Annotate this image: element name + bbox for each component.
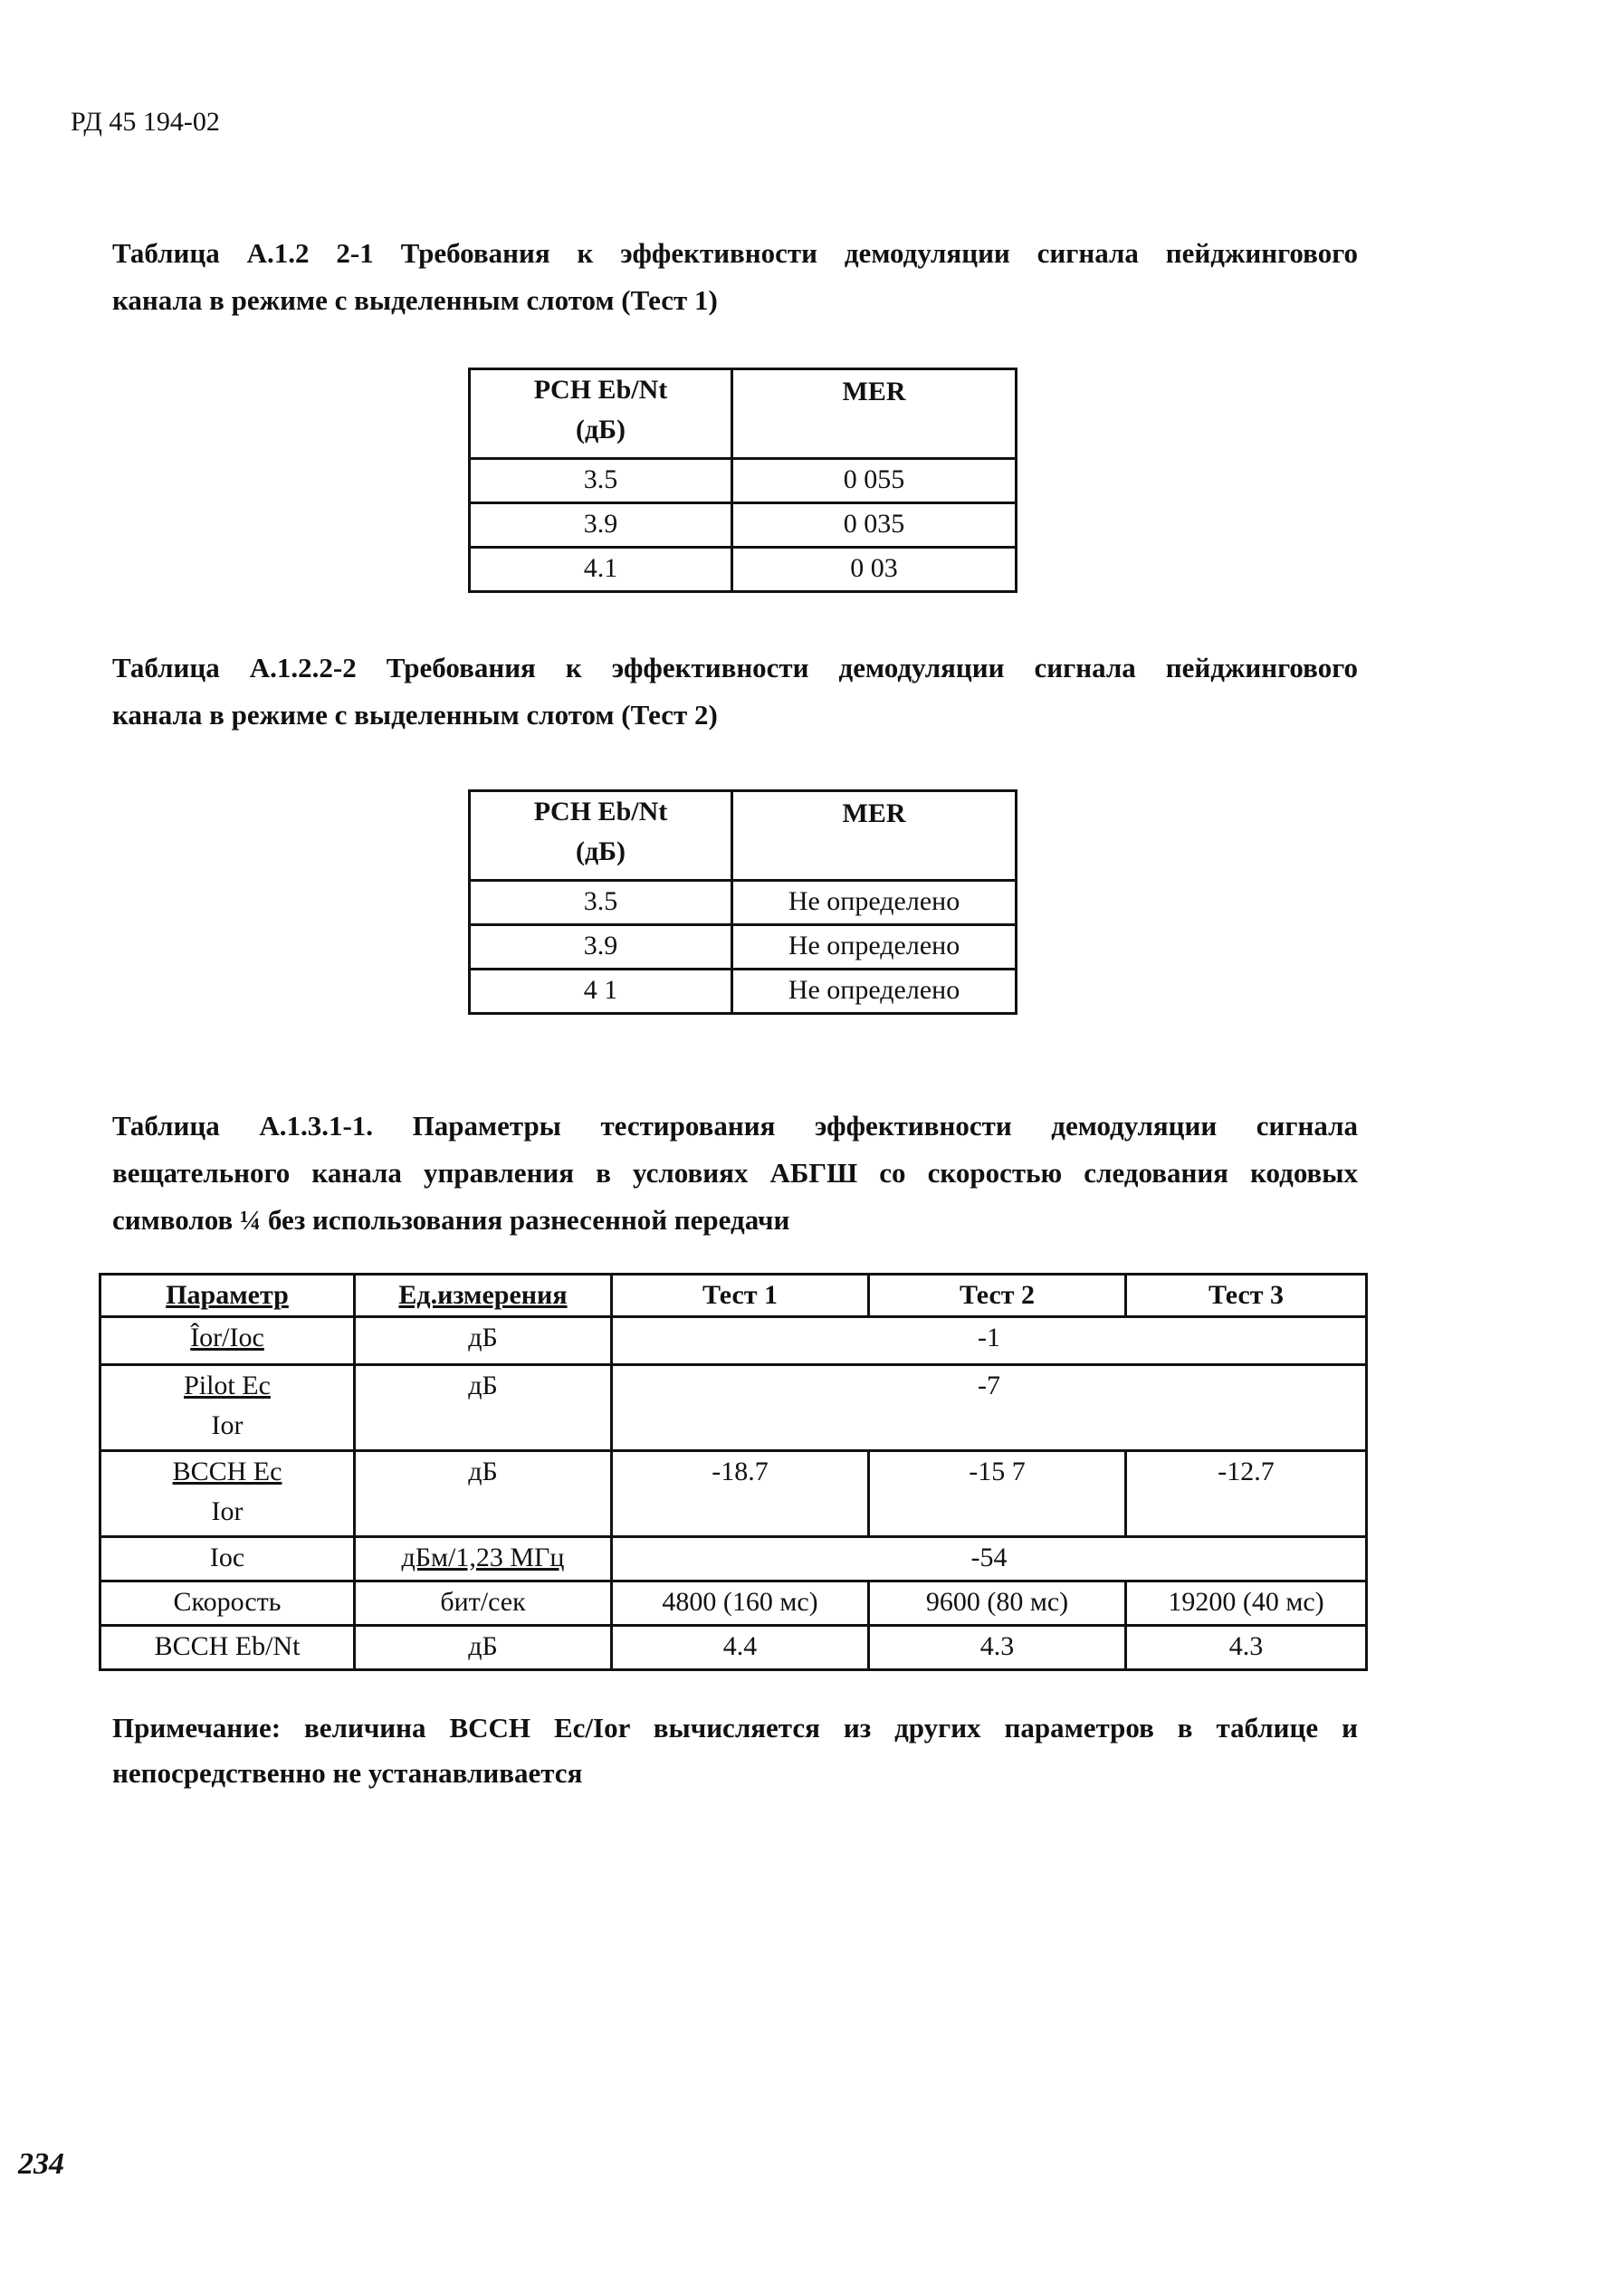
table3-header-unit: Ед.измерения bbox=[355, 1275, 612, 1317]
table-row bbox=[470, 459, 1017, 503]
table-row bbox=[100, 1537, 1367, 1581]
table3-param-cell: Скорость bbox=[100, 1581, 355, 1626]
table3-test1-cell: 4800 (160 мс) bbox=[612, 1581, 869, 1626]
note-line2: непосредственно не устанавливается bbox=[112, 1757, 583, 1789]
table3-unit-cell: дБм/1,23 МГц bbox=[355, 1537, 612, 1581]
table1-caption-line1: Таблица А.1.2 2-1 Требования к эффективности демодуляции сигнала пейджингового bbox=[112, 237, 1358, 269]
table2-header-ebnt: PCH Eb/Nt (дБ) bbox=[470, 791, 732, 881]
table3-test3-cell: 4.3 bbox=[1126, 1626, 1367, 1670]
table-row bbox=[100, 1451, 1367, 1537]
table3-unit-cell: бит/сек bbox=[355, 1581, 612, 1626]
table-row bbox=[470, 881, 1017, 925]
table2-cell-ebnt: 3.9 bbox=[470, 925, 732, 970]
table3-header-test1: Тест 1 bbox=[612, 1275, 869, 1317]
table3-test2-cell: 9600 (80 мс) bbox=[869, 1581, 1126, 1626]
table2-cell-mer: Не определено bbox=[732, 925, 1017, 970]
table1-cell-ebnt: 3.9 bbox=[470, 503, 732, 548]
table3-header-test3: Тест 3 bbox=[1126, 1275, 1367, 1317]
table2-cell-ebnt: 3.5 bbox=[470, 881, 732, 925]
table1-caption-line2: канала в режиме с выделенным слотом (Тест 1) bbox=[112, 284, 718, 316]
table2-header-mer: MER bbox=[732, 791, 1017, 881]
table2-cell-ebnt: 4 1 bbox=[470, 970, 732, 1014]
table3-param-cell: BCCH Ec Ior bbox=[100, 1451, 355, 1537]
table-row bbox=[470, 925, 1017, 970]
table1-cell-mer: 0 03 bbox=[732, 548, 1017, 592]
table3-caption-line3: символов ¼ без использования разнесенной передачи bbox=[112, 1204, 790, 1236]
table3-caption bbox=[112, 1103, 1358, 1244]
table3-header-param: Параметр bbox=[100, 1275, 355, 1317]
table3-caption-line2: вещательного канала управления в условиях АБГШ со скоростью следования кодовых bbox=[112, 1157, 1358, 1189]
table-row bbox=[100, 1626, 1367, 1670]
document-header: РД 45 194-02 bbox=[71, 107, 220, 137]
table3-value-cell: -54 bbox=[612, 1537, 1367, 1581]
table3-param-cell: Ioc bbox=[100, 1537, 355, 1581]
table3-param-cell: Îor/Ioc bbox=[100, 1317, 355, 1365]
table3-param-cell: Pilot Ec Ior bbox=[100, 1365, 355, 1451]
table2-caption-line1: Таблица А.1.2.2-2 Требования к эффективности демодуляции сигнала пейджингового bbox=[112, 652, 1358, 683]
table2-cell-mer: Не определено bbox=[732, 970, 1017, 1014]
table3-unit-cell: дБ bbox=[355, 1626, 612, 1670]
table3-value-cell: -7 bbox=[612, 1365, 1367, 1451]
table3-note bbox=[112, 1706, 1358, 1796]
page-number: 234 bbox=[18, 2147, 64, 2181]
table3-test3-cell: -12.7 bbox=[1126, 1451, 1367, 1537]
table-row bbox=[470, 548, 1017, 592]
table-row bbox=[470, 503, 1017, 548]
table1-header-ebnt: PCH Eb/Nt (дБ) bbox=[470, 369, 732, 459]
table-row bbox=[470, 970, 1017, 1014]
table1-cell-mer: 0 035 bbox=[732, 503, 1017, 548]
table1-cell-mer: 0 055 bbox=[732, 459, 1017, 503]
table2-caption bbox=[112, 645, 1358, 739]
table1-cell-ebnt: 3.5 bbox=[470, 459, 732, 503]
table3-unit-cell: дБ bbox=[355, 1365, 612, 1451]
table3-test1-cell: 4.4 bbox=[612, 1626, 869, 1670]
note-line1: Примечание: величина BCCH Ec/Ior вычисляется из других параметров в таблице и bbox=[112, 1712, 1358, 1744]
table3-unit-cell: дБ bbox=[355, 1451, 612, 1537]
table3-unit-cell: дБ bbox=[355, 1317, 612, 1365]
table2 bbox=[468, 789, 1017, 1015]
table-row bbox=[100, 1365, 1367, 1451]
table3-param-cell: BCCH Eb/Nt bbox=[100, 1626, 355, 1670]
table1-caption bbox=[112, 230, 1358, 324]
table1-header-mer: MER bbox=[732, 369, 1017, 459]
table1 bbox=[468, 368, 1017, 593]
table3 bbox=[99, 1273, 1368, 1671]
table1-cell-ebnt: 4.1 bbox=[470, 548, 732, 592]
table3-caption-line1: Таблица А.1.3.1-1. Параметры тестирования эффективности демодуляции сигнала bbox=[112, 1110, 1358, 1142]
table3-test1-cell: -18.7 bbox=[612, 1451, 869, 1537]
table2-caption-line2: канала в режиме с выделенным слотом (Тест 2) bbox=[112, 699, 718, 731]
table3-header-test2: Тест 2 bbox=[869, 1275, 1126, 1317]
table-row bbox=[100, 1581, 1367, 1626]
table3-test2-cell: 4.3 bbox=[869, 1626, 1126, 1670]
table3-test2-cell: -15 7 bbox=[869, 1451, 1126, 1537]
table2-cell-mer: Не определено bbox=[732, 881, 1017, 925]
table3-test3-cell: 19200 (40 мс) bbox=[1126, 1581, 1367, 1626]
table-row bbox=[100, 1317, 1367, 1365]
table3-value-cell: -1 bbox=[612, 1317, 1367, 1365]
